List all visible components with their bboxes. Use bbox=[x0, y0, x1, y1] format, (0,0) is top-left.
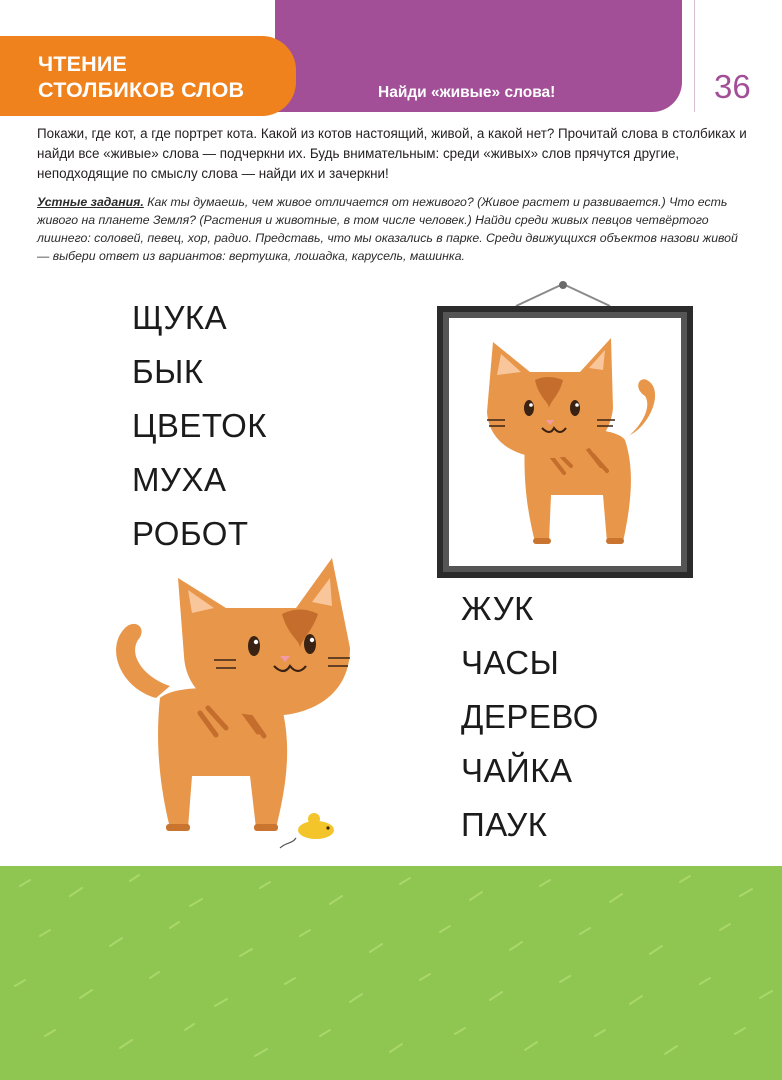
oral-tasks bbox=[37, 193, 751, 265]
word-item[interactable]: МУХА bbox=[132, 461, 227, 498]
word-column-left bbox=[132, 291, 267, 561]
word-item[interactable]: ЩУКА bbox=[132, 299, 228, 336]
word-item[interactable]: ЖУК bbox=[461, 590, 534, 627]
page-divider bbox=[694, 0, 695, 112]
word-item[interactable]: БЫК bbox=[132, 353, 204, 390]
word-item[interactable]: ДЕРЕВО bbox=[461, 698, 599, 735]
cat-portrait-picture bbox=[425, 280, 705, 585]
word-item[interactable]: ЦВЕТОК bbox=[132, 407, 267, 444]
hanging-string bbox=[516, 284, 563, 306]
word-item[interactable]: ЧАСЫ bbox=[461, 644, 560, 681]
nail-icon bbox=[559, 281, 567, 289]
oral-tasks-label: Устные задания. bbox=[37, 195, 144, 209]
live-cat-icon bbox=[100, 548, 365, 838]
word-item[interactable]: ЧАЙКА bbox=[461, 752, 573, 789]
page-number: 36 bbox=[714, 68, 751, 105]
word-column-right bbox=[461, 582, 599, 852]
toy-mouse-icon bbox=[278, 808, 340, 852]
word-item[interactable]: ПАУК bbox=[461, 806, 548, 843]
section-title: ЧТЕНИЕ СТОЛБИКОВ СЛОВ bbox=[38, 52, 245, 102]
word-item[interactable]: РОБОТ bbox=[132, 515, 249, 552]
task-subtitle: Найди «живые» слова! bbox=[378, 84, 556, 101]
grass-texture bbox=[0, 866, 782, 1080]
instructions-text: Покажи, где кот, а где портрет кота. Какой из котов настоящий, живой, а какой нет? Прочитай слова в столбиках и найди все «живые» слова — подчеркни их. Будь внимательным: среди «живых» слов прячутся другие, неподходящие по смыслу слова — найди их и зачеркни! bbox=[37, 126, 747, 181]
oral-tasks-text: Как ты думаешь, чем живое отличается от неживого? (Живое растет и развивается.) Что есть живого на планете Земля? (Растения и животные, в том числе человек.) Найди среди живых певцов четвёртого лишнего: соловей, певец, хор, радио. Представь, что мы оказались в парке. Среди движущихся объектов назови живой — выбери ответ из вариантов: вертушка, лошадка, карусель, машинка. bbox=[37, 195, 738, 263]
